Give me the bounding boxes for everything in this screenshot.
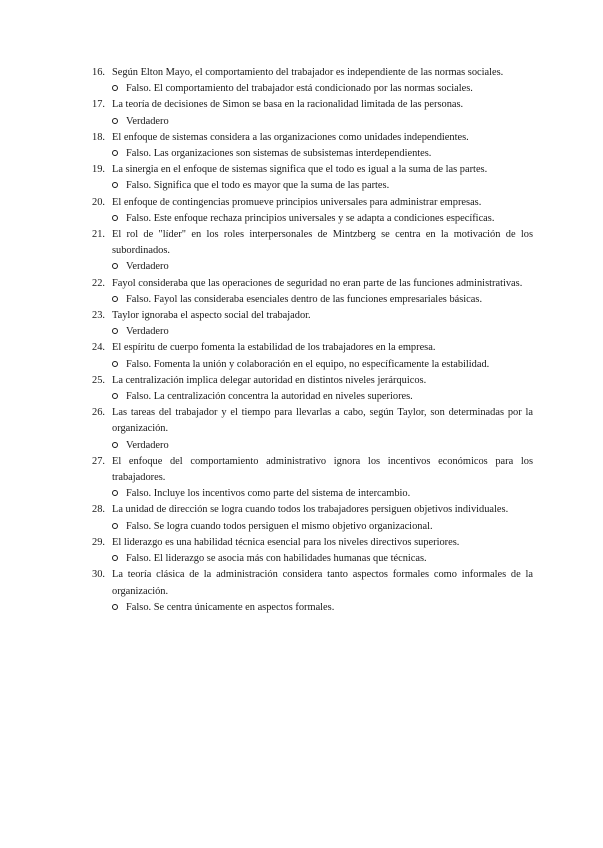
answer-item xyxy=(92,438,533,454)
question-number: 16. xyxy=(92,67,105,78)
answer-item xyxy=(92,211,533,227)
question-item xyxy=(92,130,533,146)
answer-item xyxy=(92,146,533,162)
question-item xyxy=(92,535,533,551)
answer-text: Falso. El liderazgo se asocia más con habilidades humanas que técnicas. xyxy=(126,553,427,565)
question-text: La sinergia en el enfoque de sistemas significa que el todo es igual a la suma de las partes. xyxy=(112,164,488,176)
question-number: 24. xyxy=(92,342,105,354)
answer-item xyxy=(92,292,533,308)
answer-text: Verdadero xyxy=(126,115,169,127)
circle-bullet-icon xyxy=(112,215,118,221)
answer-item xyxy=(92,600,533,616)
question-text: La teoría de decisiones de Simon se basa en la racionalidad limitada de las personas. xyxy=(112,99,464,111)
question-item xyxy=(92,454,533,486)
circle-bullet-icon xyxy=(112,361,118,367)
circle-bullet-icon xyxy=(112,523,118,529)
answer-item xyxy=(92,324,533,340)
question-item xyxy=(92,162,533,178)
question-number: 21. xyxy=(92,229,105,241)
circle-bullet-icon xyxy=(112,118,118,124)
circle-bullet-icon xyxy=(112,490,118,496)
question-text: Fayol consideraba que las operaciones de seguridad no eran parte de las funciones administrativas. xyxy=(112,277,523,289)
question-text: Taylor ignoraba el aspecto social del trabajador. xyxy=(112,310,311,322)
answer-text: Falso. Se logra cuando todos persiguen el mismo objetivo organizacional. xyxy=(126,520,433,532)
question-number: 26. xyxy=(92,407,105,419)
question-number: 25. xyxy=(92,374,105,386)
question-text: El enfoque de sistemas considera a las organizaciones como unidades independientes. xyxy=(112,131,469,143)
question-text: Las tareas del trabajador y el tiempo para llevarlas a cabo, según Taylor, son determinadas por la organización. xyxy=(112,407,533,435)
question-number: 18. xyxy=(92,131,105,143)
question-text: La unidad de dirección se logra cuando todos los trabajadores persiguen objetivos individuales. xyxy=(112,504,509,516)
question-text: El enfoque de contingencias promueve principios universales para administrar empresas. xyxy=(112,196,482,208)
circle-bullet-icon xyxy=(112,85,118,91)
answer-item xyxy=(92,486,533,502)
answer-text: Falso. El comportamiento del trabajador está condicionado por las normas sociales. xyxy=(126,83,473,95)
answer-text: Falso. Las organizaciones son sistemas de subsistemas interdependientes. xyxy=(126,148,432,160)
answer-text: Falso. Fayol las consideraba esenciales dentro de las funciones empresariales básicas. xyxy=(126,293,483,305)
circle-bullet-icon xyxy=(112,328,118,334)
question-number: 17. xyxy=(92,99,105,111)
circle-bullet-icon xyxy=(112,150,118,156)
answer-item xyxy=(92,389,533,405)
question-item xyxy=(92,308,533,324)
question-item xyxy=(92,65,533,81)
question-item xyxy=(92,373,533,389)
question-text: La centralización implica delegar autoridad en distintos niveles jerárquicos. xyxy=(112,374,427,386)
answer-item xyxy=(92,519,533,535)
answer-item xyxy=(92,259,533,275)
question-number: 19. xyxy=(92,164,105,176)
circle-bullet-icon xyxy=(112,555,118,561)
answer-item xyxy=(92,81,533,97)
answer-item xyxy=(92,551,533,567)
question-item xyxy=(92,340,533,356)
question-number: 29. xyxy=(92,536,105,548)
answer-item xyxy=(92,114,533,130)
circle-bullet-icon xyxy=(112,263,118,269)
question-text: El espíritu de cuerpo fomenta la estabilidad de los trabajadores en la empresa. xyxy=(112,342,436,354)
question-number: 20. xyxy=(92,196,105,208)
answer-text: Verdadero xyxy=(126,326,169,338)
question-item xyxy=(92,405,533,437)
question-item xyxy=(92,195,533,211)
question-item xyxy=(92,567,533,599)
question-number: 22. xyxy=(92,277,105,289)
circle-bullet-icon xyxy=(112,442,118,448)
question-text: El rol de "líder" en los roles interpersonales de Mintzberg se centra en la motivación de los subordinados. xyxy=(112,229,533,257)
answer-item xyxy=(92,357,533,373)
question-item xyxy=(92,97,533,113)
answer-text: Falso. Incluye los incentivos como parte del sistema de intercambio. xyxy=(126,488,411,500)
question-number: 23. xyxy=(92,310,105,322)
answer-item xyxy=(92,178,533,194)
answer-text: Falso. Significa que el todo es mayor que la suma de las partes. xyxy=(126,180,390,192)
question-number: 28. xyxy=(92,504,105,516)
question-text: Según Elton Mayo, el comportamiento del trabajador es independiente de las normas sociales. xyxy=(112,67,504,78)
question-text: El liderazgo es una habilidad técnica esencial para los niveles directivos superiores. xyxy=(112,536,460,548)
question-item xyxy=(92,276,533,292)
answer-text: Verdadero xyxy=(126,439,169,451)
answer-text: Falso. Este enfoque rechaza principios universales y se adapta a condiciones específicas. xyxy=(126,212,495,224)
circle-bullet-icon xyxy=(112,604,118,610)
question-text: El enfoque del comportamiento administrativo ignora los incentivos económicos para los trabajadores. xyxy=(112,455,533,484)
answer-text: Falso. Fomenta la unión y colaboración en el equipo, no específicamente la estabilidad. xyxy=(126,358,490,370)
answer-text: Verdadero xyxy=(126,261,169,273)
question-text: La teoría clásica de la administración considera tanto aspectos formales como informales de la organización. xyxy=(112,569,533,597)
circle-bullet-icon xyxy=(112,393,118,399)
question-number: 27. xyxy=(92,455,105,467)
question-number: 30. xyxy=(92,569,105,581)
question-list xyxy=(92,65,533,616)
answer-text: Falso. La centralización concentra la autoridad en niveles superiores. xyxy=(126,391,413,403)
question-item xyxy=(92,227,533,259)
circle-bullet-icon xyxy=(112,296,118,302)
circle-bullet-icon xyxy=(112,182,118,188)
answer-text: Falso. Se centra únicamente en aspectos formales. xyxy=(126,601,335,613)
question-item xyxy=(92,502,533,518)
